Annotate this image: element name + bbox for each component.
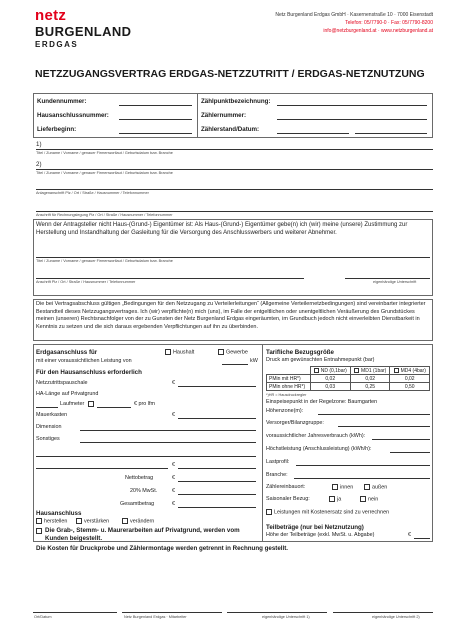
sonstiges-euro: € bbox=[172, 462, 175, 468]
netto-field[interactable] bbox=[178, 481, 256, 482]
veraendern-label: verändern bbox=[130, 518, 155, 525]
sonstiges-field-3[interactable] bbox=[36, 468, 168, 469]
sonstiges-label: Sonstiges bbox=[36, 436, 60, 442]
mwst-euro: € bbox=[172, 488, 175, 494]
versorger-label: Versorger/Bilanzgruppe: bbox=[266, 420, 324, 426]
mwst-field[interactable] bbox=[178, 494, 256, 495]
gewerbe-label: Gewerbe bbox=[226, 349, 248, 356]
ja-label: ja bbox=[337, 496, 342, 503]
person-1-number: 1) bbox=[36, 141, 42, 148]
zaehlernummer-field[interactable] bbox=[277, 119, 427, 120]
nd-checkbox[interactable] bbox=[314, 368, 319, 373]
nein-option[interactable] bbox=[360, 496, 378, 502]
gewerbe-checkbox[interactable] bbox=[218, 349, 224, 355]
ort-datum-caption: Ort/Datum bbox=[34, 615, 52, 619]
pmin-md1: 0,02 bbox=[350, 375, 390, 383]
col-md1[interactable] bbox=[350, 367, 390, 375]
grab-text: Die Grab-, Stemm- u. Maurerarbeiten auf Privatgrund, werden vom Kunden beigestellt. bbox=[45, 527, 240, 542]
mauerkasten-field[interactable] bbox=[178, 418, 256, 419]
logo-burgenland: BURGENLAND bbox=[35, 24, 132, 39]
kosten-checkbox[interactable] bbox=[266, 509, 272, 515]
laufmeter-option[interactable] bbox=[88, 401, 96, 407]
pmin2-md1: 0,25 bbox=[350, 383, 390, 391]
zaehlerstand-label: Zählerstand/Datum: bbox=[201, 126, 260, 133]
site-address-field[interactable] bbox=[36, 189, 433, 190]
teil-heading: Teilbeträge (nur bei Netznutzung) bbox=[266, 524, 364, 531]
cost-note: Die Kosten für Druckprobe und Zählermontage werden getrennt in Rechnung gestellt. bbox=[36, 545, 288, 552]
innen-option[interactable] bbox=[332, 484, 353, 490]
signature-2-field[interactable] bbox=[333, 612, 433, 613]
laufmeter-checkbox[interactable] bbox=[88, 401, 94, 407]
logo-erdgas: ERDGAS bbox=[35, 40, 79, 49]
contract-terms-text: Die bei Vertragsabschluss gültigen „Bedingungen für den Netzzugang zu Verteilerleitungen“ (Allgemeine Verteilernetzbedingungen) sind vereinbarter integrierter Bestandteil dieses Netzzugangsvertrages. Ich (wir) verpflichte(n) mich (uns), im Falle der entgeltlichen oder unentgeltlichen Veräußerung des Grundstückes meinen (unseren) Rechtsnachfolger von der zu Gunsten der Netz Burgenland Erdgas eingeräumten, im Grundbuch jedoch nicht einverleibten Dienstbarkeit in Kenntnis zu setzen und die sich daraus ergebenden Verpflichtungen auf ihn zu überbinden. bbox=[36, 301, 426, 330]
dimension-field[interactable] bbox=[80, 430, 256, 431]
ja-option[interactable] bbox=[329, 496, 341, 502]
grab-checkbox[interactable] bbox=[36, 528, 42, 534]
md4-checkbox[interactable] bbox=[394, 368, 399, 373]
owner-consent-text: Wenn der Antragsteller nicht Haus-(Grund-) Eigentümer ist: Als Haus-(Grund-) Eigentümer gebe(n) ich (wir) meine (unsere) Zustimmung zur Herstellung und Instandhaltung der Gasleitung für die Versorgung des Anschlusswerbers und weiterer Abnehmer. bbox=[36, 222, 408, 236]
mwst-label: 20% MwSt. bbox=[130, 488, 158, 494]
kundennummer-label: Kundennummer: bbox=[37, 98, 87, 105]
veraendern-option[interactable] bbox=[122, 518, 154, 524]
haushalt-checkbox[interactable] bbox=[165, 349, 171, 355]
lieferbeginn-field[interactable] bbox=[119, 133, 192, 134]
dimension-label: Dimension bbox=[36, 424, 62, 430]
zaehlpunkt-label: Zählpunktbezeichnung: bbox=[201, 98, 271, 105]
aussen-label: außen bbox=[372, 484, 388, 491]
branche-field[interactable] bbox=[294, 478, 430, 479]
gesamt-field[interactable] bbox=[178, 507, 256, 508]
haushalt-option[interactable] bbox=[165, 349, 194, 355]
jahres-field[interactable] bbox=[372, 439, 430, 440]
person-1-field[interactable] bbox=[36, 149, 433, 150]
lieferbeginn-label: Lieferbeginn: bbox=[37, 126, 77, 133]
gesamt-label: Gesamtbetrag bbox=[120, 501, 155, 507]
mauerkasten-label: Mauerkasten bbox=[36, 412, 68, 418]
tariff-heading: Tarifliche Bezugsgröße bbox=[266, 349, 334, 356]
pmin-md4: 0,02 bbox=[390, 375, 430, 383]
halaenge-label: HA-Länge auf Privatgrund bbox=[36, 391, 99, 397]
billing-address-field[interactable] bbox=[36, 211, 433, 212]
pmin2-md4: 0,50 bbox=[390, 383, 430, 391]
verstaerken-label: verstärken bbox=[84, 518, 110, 525]
lastprofil-label: Lastprofil: bbox=[266, 459, 290, 465]
pmin-label: PMin mit HR*) bbox=[267, 375, 311, 383]
person-2-caption: Titel / Zuname / Vorname / genauer Firmenwortlaut / Geburtsdatum bzw. Branche bbox=[36, 171, 173, 175]
page-title: NETZZUGANGSVERTRAG ERDGAS-NETZZUTRITT / ERDGAS-NETZNUTZUNG bbox=[35, 68, 425, 80]
company-address bbox=[275, 11, 433, 35]
zaehlerstand-date-field[interactable] bbox=[355, 133, 427, 134]
teil-euro: € bbox=[408, 532, 411, 538]
person-2-field[interactable] bbox=[36, 169, 433, 170]
ort-datum-field[interactable] bbox=[33, 612, 117, 613]
aussen-checkbox[interactable] bbox=[364, 484, 370, 490]
sonstiges-amount-field[interactable] bbox=[178, 468, 256, 469]
zaehlernummer-label: Zählernummer: bbox=[201, 112, 247, 119]
netto-euro: € bbox=[172, 475, 175, 481]
pmin2-label: PMin ohne HR*) bbox=[267, 383, 311, 391]
hoechst-field[interactable] bbox=[390, 452, 430, 453]
innen-label: innen bbox=[340, 484, 354, 491]
ja-checkbox[interactable] bbox=[329, 496, 335, 502]
gewerbe-option[interactable] bbox=[218, 349, 248, 355]
nein-checkbox[interactable] bbox=[360, 496, 366, 502]
versorger-field[interactable] bbox=[338, 426, 430, 427]
col-md1-label: MD1 (1bar) bbox=[361, 367, 387, 374]
haushalt-label: Haushalt bbox=[173, 349, 195, 356]
owner-name-caption: Titel / Zuname / Vorname / genauer Firmenwortlaut / Geburtsdatum bzw. Branche bbox=[36, 259, 173, 263]
kosten-option[interactable] bbox=[266, 509, 389, 515]
hr-note: *)HR = Hausdruckregler bbox=[266, 393, 307, 397]
sonstiges-field[interactable] bbox=[80, 442, 256, 443]
herstellen-label: herstellen bbox=[44, 518, 68, 525]
grab-option[interactable] bbox=[36, 527, 44, 545]
owner-signature-field[interactable] bbox=[345, 278, 430, 279]
md1-checkbox[interactable] bbox=[354, 368, 359, 373]
herstellen-checkbox[interactable] bbox=[36, 518, 42, 524]
teil-field[interactable] bbox=[414, 538, 430, 539]
lastprofil-field[interactable] bbox=[296, 465, 430, 466]
signature-1-caption: eigenhändige Unterschrift 1) bbox=[262, 615, 310, 619]
mitarbeiter-field[interactable] bbox=[122, 612, 222, 613]
nein-label: nein bbox=[368, 496, 379, 503]
pauschale-label: Netzzutrittspauschale bbox=[36, 380, 88, 386]
gesamt-euro: € bbox=[172, 501, 175, 507]
verstaerken-checkbox[interactable] bbox=[76, 518, 82, 524]
col-nd[interactable] bbox=[310, 367, 350, 375]
sonstiges-field-2[interactable] bbox=[36, 456, 256, 457]
person-1-caption: Titel / Zuname / Vorname / genauer Firmenwortlaut / Geburtsdatum bzw. Branche bbox=[36, 151, 173, 155]
jahres-label: voraussichtlicher Jahresverbrauch (kWh): bbox=[266, 433, 366, 439]
hoehe-field[interactable] bbox=[318, 414, 430, 415]
details-divider bbox=[262, 344, 263, 542]
netto-label: Nettobetrag bbox=[125, 475, 154, 481]
mitarbeiter-caption: Netz Burgenland Erdgas · Mitarbeiter bbox=[124, 615, 187, 619]
pmin2-nd: 0,03 bbox=[310, 383, 350, 391]
phone-line: Telefon: 05/7790-0 · Fax: 05/7790-8200 bbox=[345, 20, 433, 26]
owner-address-field[interactable] bbox=[36, 278, 304, 279]
kosten-label: Leistungen mit Kostenersatz sind zu verrechnen bbox=[274, 509, 390, 516]
saison-label: Saisonaler Bezug: bbox=[266, 496, 310, 502]
signature-2-caption: eigenhändige Unterschrift 2) bbox=[372, 615, 420, 619]
einspeise-label: Einspeisepunkt in der Regelzone: Baumgarten bbox=[266, 399, 378, 405]
email-line: info@netzburgenland.at · www.netzburgenland.at bbox=[323, 28, 433, 34]
info-divider bbox=[197, 93, 198, 138]
leistung-label: mit einer voraussichtlichen Leistung von bbox=[36, 358, 132, 364]
owner-name-field[interactable] bbox=[36, 257, 430, 258]
hausanschluss-label: Hausanschlussnummer: bbox=[37, 112, 109, 119]
person-2-number: 2) bbox=[36, 161, 42, 168]
hoehe-label: Höhenzone(m): bbox=[266, 408, 304, 414]
mauerkasten-euro: € bbox=[172, 412, 175, 418]
gas-connection-heading: Erdgasanschluss für bbox=[36, 349, 98, 356]
hausanschluss-field[interactable] bbox=[119, 119, 192, 120]
pressure-table bbox=[266, 366, 430, 391]
address-line: Netz Burgenland Erdgas GmbH · Kasernenstraße 10 · 7000 Eisenstadt bbox=[275, 12, 433, 18]
pauschale-field[interactable] bbox=[178, 386, 256, 387]
branche-label: Branche: bbox=[266, 472, 288, 478]
owner-signature-caption: eigenhändige Unterschrift bbox=[373, 280, 417, 284]
required-heading: Für den Hausanschluss erforderlich bbox=[36, 369, 142, 376]
zaehlerstand-field[interactable] bbox=[277, 133, 349, 134]
pressure-sub: Druck am gewünschten Entnahmepunkt (bar) bbox=[266, 357, 375, 363]
teil-label: Höhe der Teilbeträge (exkl. MwSt. u. Abgabe) bbox=[266, 532, 375, 538]
hausanschluss-heading: Hausanschluss bbox=[36, 510, 82, 517]
col-nd-label: ND (0,1bar) bbox=[320, 367, 347, 374]
pauschale-euro: € bbox=[172, 380, 175, 386]
einbau-label: Zählereinbauort: bbox=[266, 484, 306, 490]
signature-1-field[interactable] bbox=[227, 612, 327, 613]
logo-netz: netz bbox=[35, 7, 67, 24]
laufmeter-field[interactable] bbox=[36, 407, 58, 408]
leistung-field[interactable] bbox=[222, 364, 248, 365]
pmin-nd: 0,02 bbox=[310, 375, 350, 383]
site-address-caption: Anlagenanschrift Plz / Ort / Straße / Hausnummer / Telefonnummer bbox=[36, 191, 149, 195]
verstaerken-option[interactable] bbox=[76, 518, 109, 524]
aussen-option[interactable] bbox=[364, 484, 387, 490]
col-md4[interactable] bbox=[390, 367, 430, 375]
billing-address-caption: Anschrift für Rechnungslegung Plz / Ort / Straße / Hausnummer / Telefonnummer bbox=[36, 213, 173, 217]
laufmeter-label: Laufmeter bbox=[60, 401, 85, 407]
col-md4-label: MD4 (4bar) bbox=[400, 367, 426, 374]
kundennummer-field[interactable] bbox=[119, 105, 192, 106]
veraendern-checkbox[interactable] bbox=[122, 518, 128, 524]
zaehlpunkt-field[interactable] bbox=[277, 105, 427, 106]
owner-address-caption: Anschrift Plz / Ort / Straße / Hausnummer / Telefonnummer bbox=[36, 280, 136, 284]
herstellen-option[interactable] bbox=[36, 518, 67, 524]
innen-checkbox[interactable] bbox=[332, 484, 338, 490]
hoechst-label: Höchstleistung (Anschlussleistung) (kWh/h): bbox=[266, 446, 372, 452]
kw-unit: kW bbox=[250, 358, 258, 364]
lfm-price-field[interactable] bbox=[97, 407, 131, 408]
pro-lfm-label: € pro lfm bbox=[134, 401, 155, 407]
